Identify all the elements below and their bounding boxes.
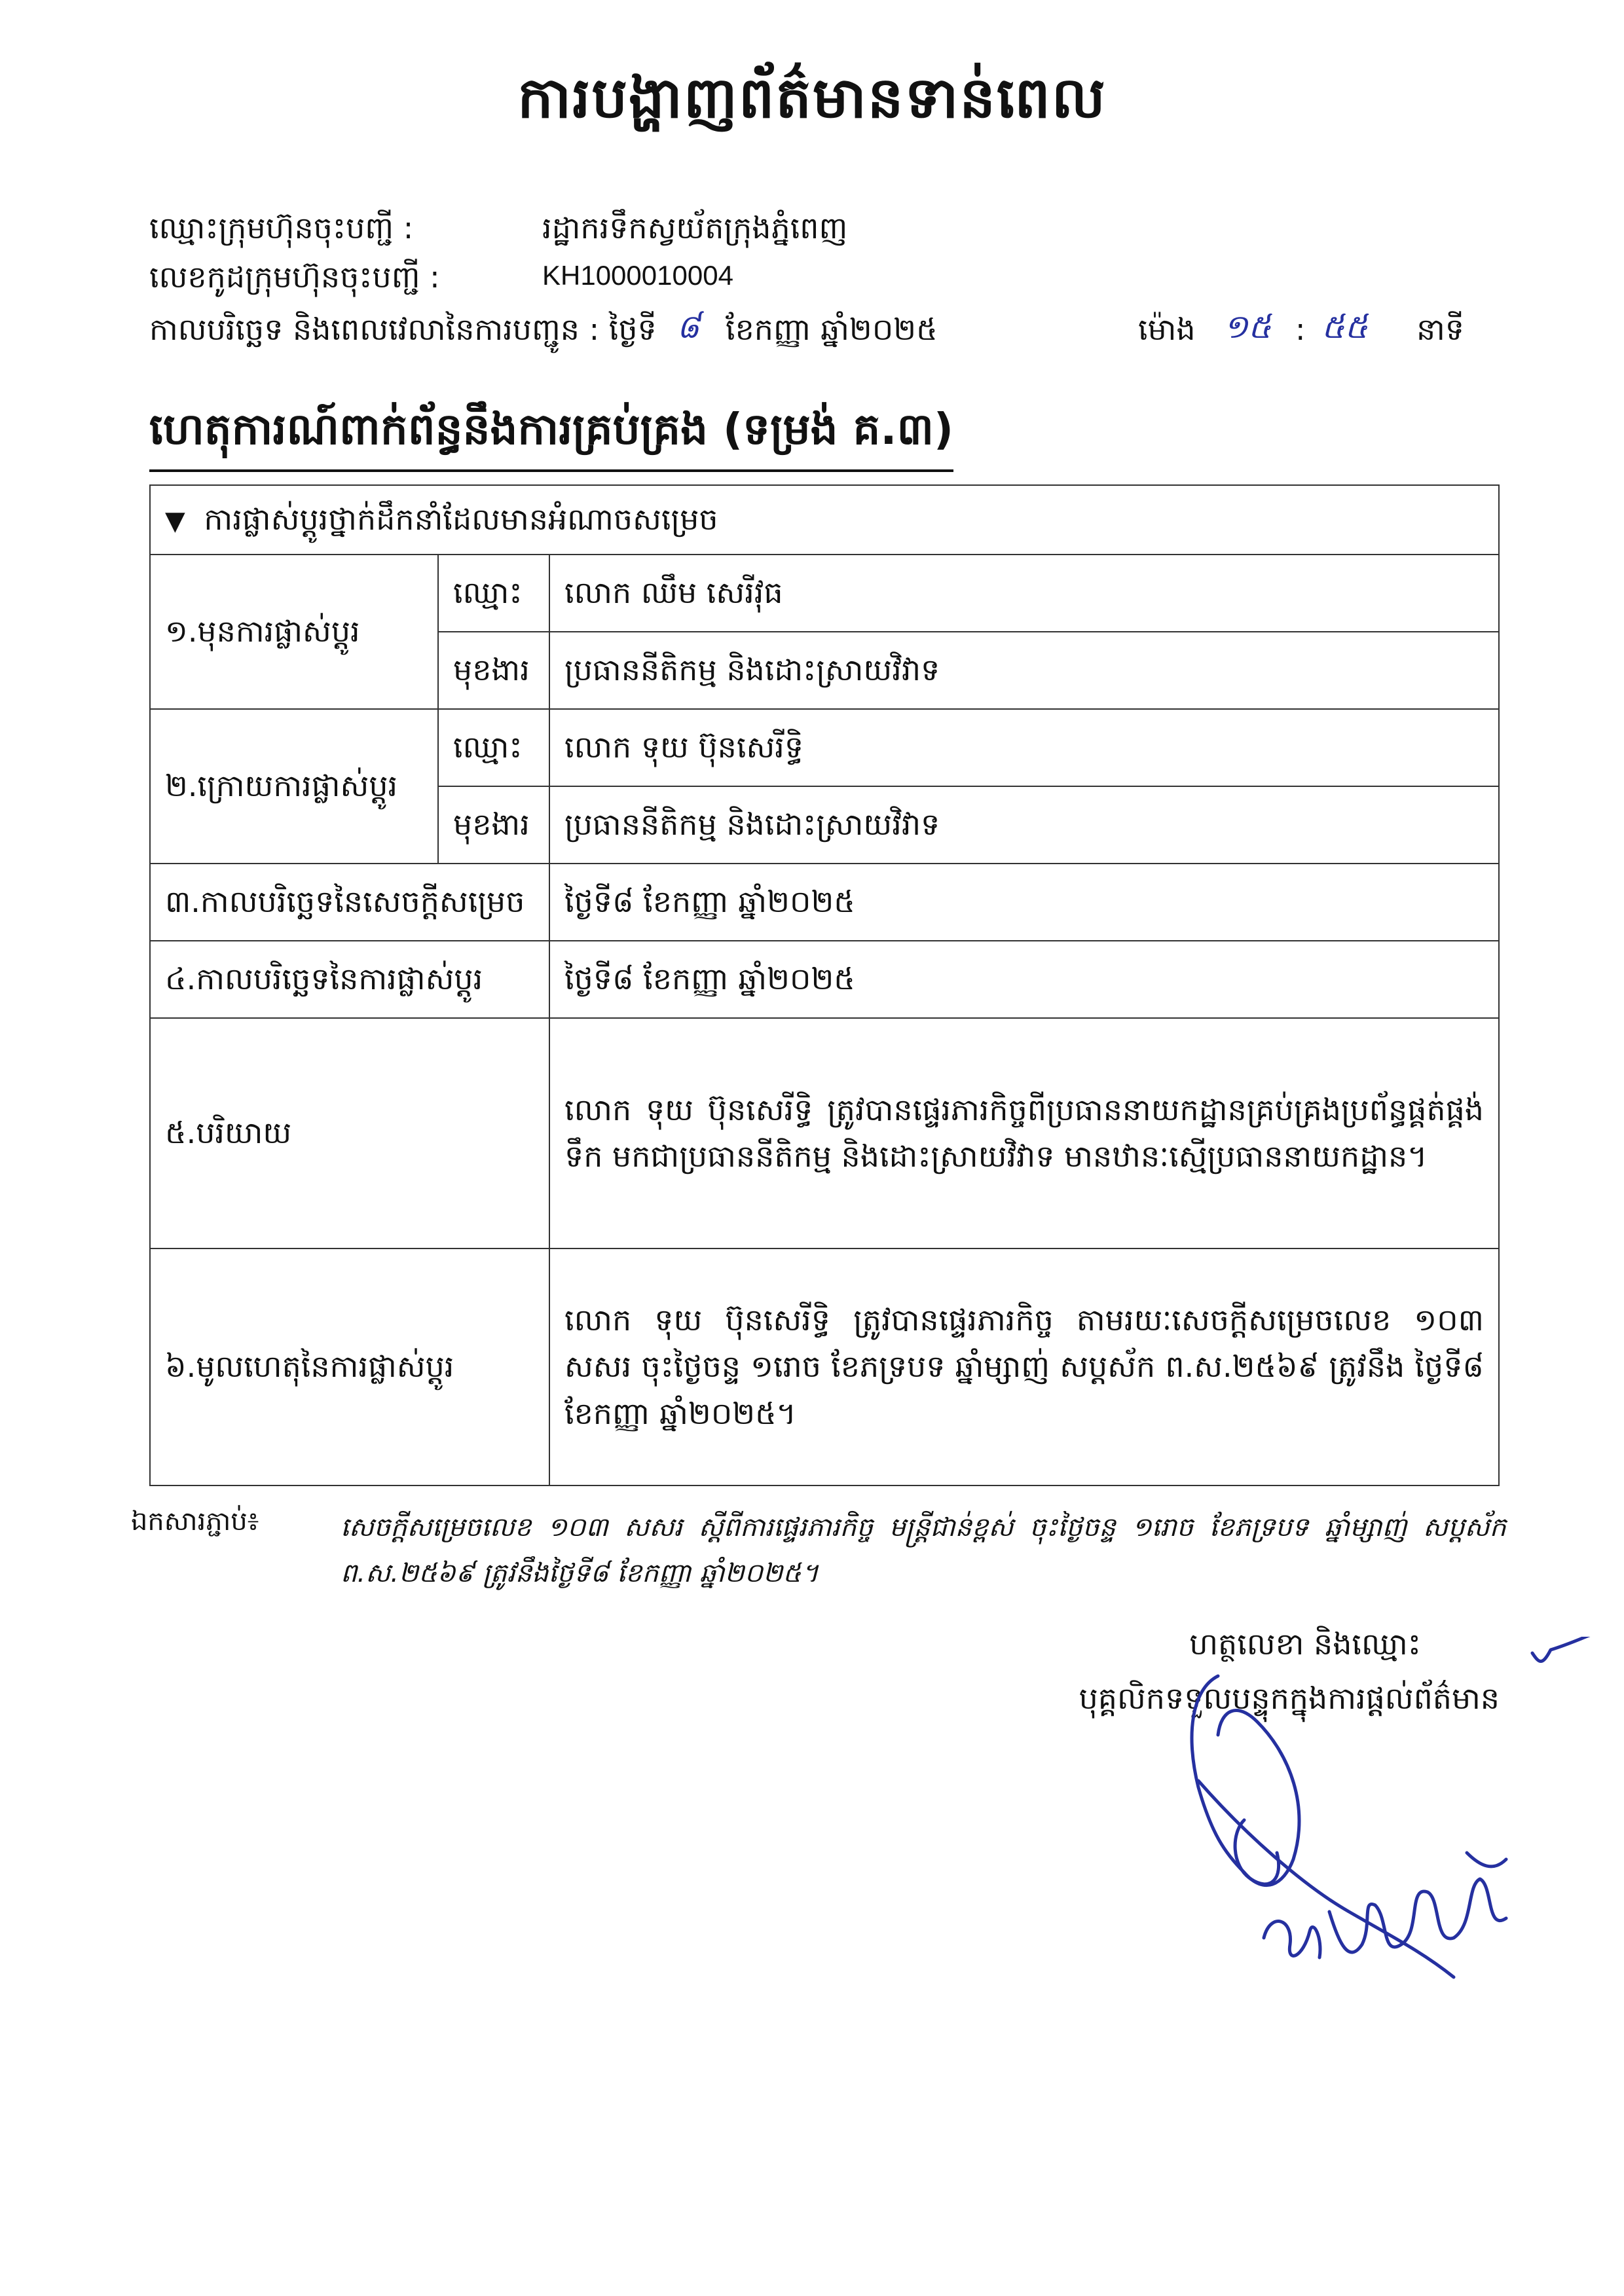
decision-date-label: ៣.កាលបរិច្ឆេទនៃសេចក្តីសម្រេច xyxy=(150,864,549,941)
before-name-label: ឈ្មោះ xyxy=(438,555,549,632)
after-position-value: ប្រធាននីតិកម្ម និងដោះស្រាយវិវាទ xyxy=(549,786,1499,864)
before-name-value: លោក ឈឹម សេរីវុធ xyxy=(549,555,1499,632)
table-row xyxy=(150,864,1499,941)
company-code-value: KH1000010004 xyxy=(542,260,733,291)
table-header-row xyxy=(150,485,1499,555)
description-label: ៥.បរិយាយ xyxy=(150,1018,549,1248)
submission-date-label: កាលបរិច្ឆេទ និងពេលវេលានៃការបញ្ជូន : ថ្ងៃទី xyxy=(149,312,657,347)
signature-caption-line1: ហត្ថលេខា និងឈ្មោះ xyxy=(1189,1626,1421,1662)
signature-caption-line2: បុគ្គលិកទទួលបន្ទុកក្នុងការផ្តល់ព័ត៌មាន xyxy=(1079,1680,1500,1716)
time-label: ម៉ោង xyxy=(1138,312,1196,347)
after-position-label: មុខងារ xyxy=(438,786,549,864)
table-row xyxy=(150,709,1499,786)
table-row xyxy=(150,1248,1499,1485)
company-name-label: ឈ្មោះក្រុមហ៊ុនចុះបញ្ជី : xyxy=(149,210,414,246)
company-code-row xyxy=(149,259,1498,301)
document-title: ការបង្ហាញព័ត៌មានទាន់ពេល xyxy=(517,65,1107,131)
section-title: ហេតុការណ៍ពាក់ព័ន្ធនឹងការគ្រប់គ្រង (ទម្រង់ គ.៣) xyxy=(149,403,953,472)
after-name-value: លោក ទុយ ប៊ុនសេរីទ្ធិ xyxy=(549,709,1499,786)
table-row xyxy=(150,555,1499,632)
change-date-label: ៤.កាលបរិច្ឆេទនៃការផ្លាស់ប្តូរ xyxy=(150,941,549,1018)
change-date-value: ថ្ងៃទី៨ ខែកញ្ញា ឆ្នាំ២០២៥ xyxy=(549,941,1499,1018)
time-hour-value: ១៥ xyxy=(1223,308,1272,346)
reason-value: លោក ទុយ ប៊ុនសេរីទ្ធិ ត្រូវបានផ្ទេរភារកិច្ច តាមរយៈសេចក្តីសម្រេចលេខ ១០៣ សសរ ចុះថ្ងៃចន្ទ ១រោច ខែភទ្របទ ឆ្នាំម្សាញ់ សប្តស័ក ព.ស.២៥៦៩ ត្រូវនឹង ថ្ងៃទី៨ ខែកញ្ញា ឆ្នាំ២០២៥។ xyxy=(549,1248,1499,1485)
before-position-value: ប្រធាននីតិកម្ម និងដោះស្រាយវិវាទ xyxy=(549,632,1499,709)
company-name-value: រដ្ឋាករទឹកស្វយ័តក្រុងភ្នំពេញ xyxy=(542,210,848,246)
company-name-row xyxy=(149,210,1498,252)
handwritten-signature xyxy=(1113,1637,1611,2003)
attachment-label: ឯកសារភ្ជាប់៖ xyxy=(131,1506,259,1537)
time-separator: : xyxy=(1295,312,1306,347)
before-change-label: ១.មុនការផ្លាស់ប្តូរ xyxy=(150,555,438,709)
submission-datetime-row xyxy=(149,308,1498,360)
before-position-label: មុខងារ xyxy=(438,632,549,709)
triangle-down-icon: ▼ xyxy=(165,506,185,537)
submission-day-value: ៨ xyxy=(676,308,700,346)
time-minute-value: ៥៥ xyxy=(1321,308,1368,346)
time-unit: នាទី xyxy=(1416,312,1464,347)
submission-month-year: ខែកញ្ញា ឆ្នាំ២០២៥ xyxy=(726,312,938,347)
table-row xyxy=(150,941,1499,1018)
management-change-table xyxy=(149,484,1500,1486)
description-value: លោក ទុយ ប៊ុនសេរីទ្ធិ ត្រូវបានផ្ទេរភារកិច្ចពីប្រធាននាយកដ្ឋានគ្រប់គ្រងប្រព័ន្ធផ្គត់ផ្គង់ទឹក មកជាប្រធាននីតិកម្ម និងដោះស្រាយវិវាទ មានឋានៈស្មើប្រធាននាយកដ្ឋាន។ xyxy=(549,1018,1499,1248)
table-header-text: ការផ្លាស់ប្តូរថ្នាក់ដឹកនាំដែលមានអំណាចសម្រេច xyxy=(204,501,718,538)
company-code-label: លេខកូដក្រុមហ៊ុនចុះបញ្ជី : xyxy=(149,259,440,295)
attachment-text: សេចក្តីសម្រេចលេខ ១០៣ សសរ ស្តីពីការផ្ទេរភារកិច្ច មន្ត្រីជាន់ខ្ពស់ ចុះថ្ងៃចន្ទ ១រោច ខែភទ្របទ ឆ្នាំម្សាញ់ សប្តស័ក ព.ស.២៥៦៩ ត្រូវនឹងថ្ងៃទី៨ ខែកញ្ញា ឆ្នាំ២០២៥។ xyxy=(341,1512,1506,1588)
after-name-label: ឈ្មោះ xyxy=(438,709,549,786)
table-row xyxy=(150,1018,1499,1248)
reason-label: ៦.មូលហេតុនៃការផ្លាស់ប្តូរ xyxy=(150,1248,549,1485)
decision-date-value: ថ្ងៃទី៨ ខែកញ្ញា ឆ្នាំ២០២៥ xyxy=(549,864,1499,941)
after-change-label: ២.ក្រោយការផ្លាស់ប្តូរ xyxy=(150,709,438,864)
